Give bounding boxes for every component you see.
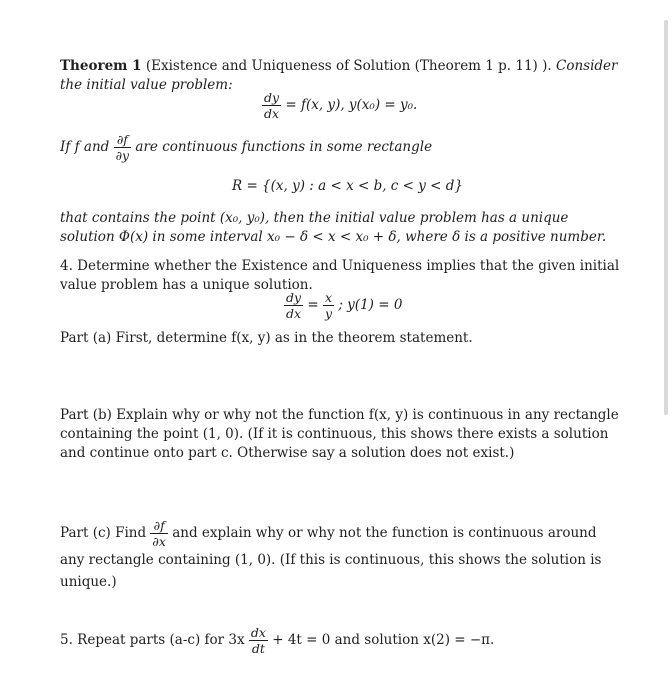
dy-dx-fraction [284, 290, 303, 321]
condition-suffix: are continuous functions in some rectangle [135, 139, 433, 155]
problem-5 [60, 625, 625, 656]
condition-prefix: If f and [60, 139, 110, 155]
fraction-denominator: dx [286, 306, 302, 321]
rectangle-definition: R = {(x, y) : a < x < b, c < y < d} [232, 178, 464, 194]
fraction-numerator: dx [250, 625, 266, 640]
part-a: Part (a) First, determine f(x, y) as in the theorem statement. [60, 330, 473, 346]
problem-5-prefix: 5. Repeat parts (a-c) for 3x [60, 632, 245, 648]
partial-f-y-fraction [114, 132, 132, 163]
x-over-y-fraction [323, 290, 334, 321]
fraction-denominator: dt [251, 641, 265, 656]
theorem-label: Theorem 1 [60, 58, 142, 74]
part-c-suffix: and explain why or why not the function is continuous around any rectangle containing (1, 0). (If this is continuous, this shows the solution is unique.) [60, 525, 602, 590]
theorem-conclusion: that contains the point (x₀, y₀), then the initial value problem has a unique solution Φ(x) in some interval x₀ − δ < x < x₀ + δ, where δ is a positive number. [60, 210, 607, 245]
fraction-denominator: dx [264, 106, 280, 121]
partial-f-x-fraction [150, 518, 168, 549]
part-b: Part (b) Explain why or why not the function f(x, y) is continuous in any rectangle containing the point (1, 0). (If it is continuous, this shows there exists a solution and continue onto part c. Otherwise say a solution does not exist.) [60, 407, 619, 461]
fraction-numerator: dy [264, 90, 280, 105]
problem-4-statement: 4. Determine whether the Existence and Uniqueness implies that the given initial value problem has a unique solution. [60, 258, 620, 293]
part-c-prefix: Part (c) Find [60, 525, 147, 541]
fraction-denominator: ∂y [115, 148, 130, 163]
fraction-numerator: x [324, 290, 333, 305]
fraction-numerator: dy [286, 290, 302, 305]
ivp-rhs: = f(x, y), y(x₀) = y₀. [285, 97, 418, 113]
fraction-numerator: ∂f [114, 132, 132, 148]
scrollbar[interactable] [664, 20, 668, 415]
initial-condition: ; y(1) = 0 [338, 297, 403, 313]
condition-line [60, 132, 625, 163]
problem-5-suffix: + 4t = 0 and solution x(2) = −π. [272, 632, 495, 648]
dx-dt-fraction [249, 625, 268, 656]
fraction-denominator: ∂x [152, 534, 166, 549]
part-c [60, 518, 625, 593]
theorem-title: (Existence and Uniqueness of Solution (Theorem 1 p. 11) ). [145, 58, 552, 74]
fraction-numerator: ∂f [150, 518, 168, 534]
equals-sign: = [307, 297, 319, 313]
theorem-intro: Consider the initial value problem: [60, 58, 618, 93]
ivp-equation [262, 90, 417, 121]
fraction-denominator: y [324, 306, 333, 321]
dy-dx-fraction [262, 90, 281, 121]
problem-4-equation [284, 290, 402, 321]
